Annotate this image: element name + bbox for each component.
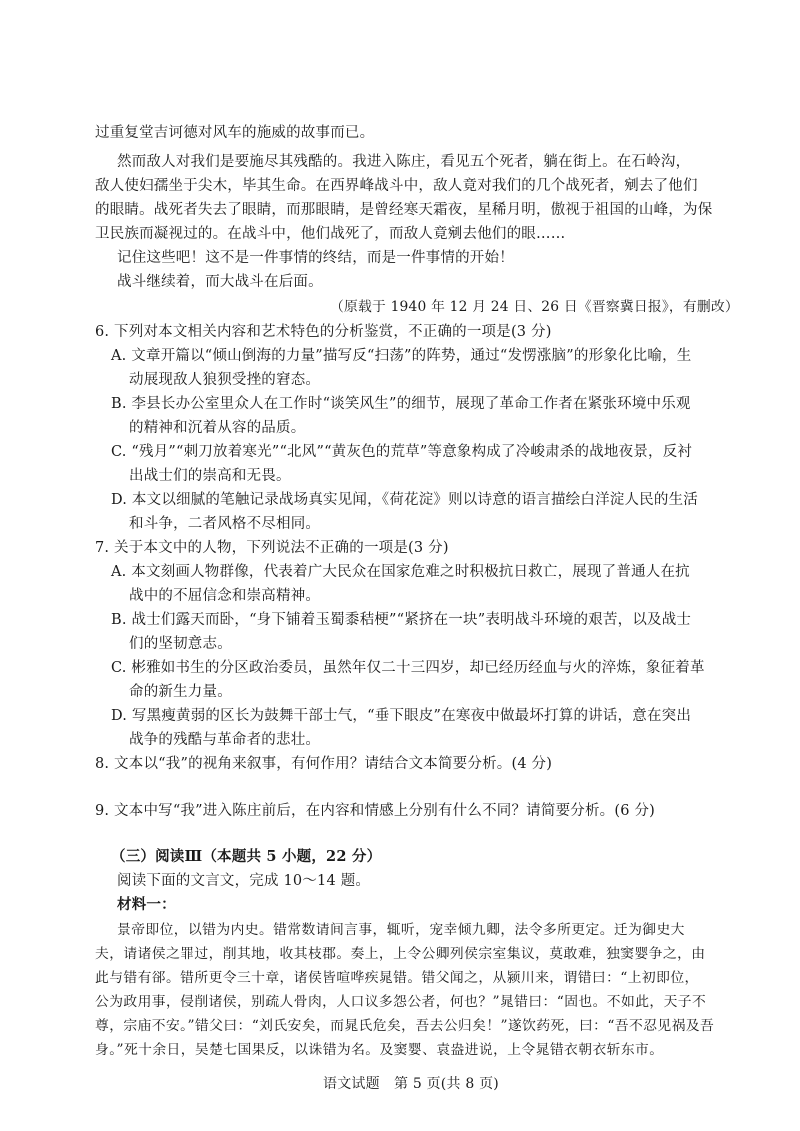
classical-text-line: 身。”死十余日，吴楚七国果反，以诛错为名。及窦婴、袁盎进说，上令晁错衣朝衣斩东市。 <box>95 1042 664 1058</box>
question-7-option-a: A. 本文刻画人物群像，代表着广大民众在国家危难之时积极抗日救亡，展现了普通人在抗 <box>111 564 690 580</box>
passage-line: 卫民族而凝视过的。在战斗中，他们战死了，而敌人竟剜去他们的眼…… <box>95 226 566 242</box>
question-7-stem: 7. 关于本文中的人物，下列说法不正确的一项是(3 分) <box>95 540 449 556</box>
question-6-stem: 6. 下列对本文相关内容和艺术特色的分析鉴赏，不正确的一项是(3 分) <box>95 324 552 340</box>
question-6-option-b: B. 李县长办公室里众人在工作时“谈笑风生”的细节，展现了革命工作者在紧张环境中乐观 <box>111 396 691 412</box>
section-instruction: 阅读下面的文言文，完成 10～14 题。 <box>117 873 371 889</box>
question-6-option-d-cont: 和斗争，二者风格不尽相同。 <box>129 516 321 532</box>
question-6-option-b-cont: 的精神和沉着从容的品质。 <box>129 420 306 436</box>
question-7-option-d-cont: 战争的残酷与革命者的悲壮。 <box>129 732 321 748</box>
question-6-option-c-cont: 出战士们的崇高和无畏。 <box>129 468 291 484</box>
question-8: 8. 文本以“我”的视角来叙事，有何作用？请结合文本简要分析。(4 分) <box>95 756 553 772</box>
question-6-option-a: A. 文章开篇以“倾山倒海的力量”描写反“扫荡”的阵势，通过“发愣涨脑”的形象化比喻，生 <box>111 348 692 364</box>
classical-text-line: 此与错有郤。错所更令三十章，诸侯皆喧哗疾晁错。错父闻之，从颍川来，谓错曰：“上初即位， <box>95 970 699 986</box>
source-note: （原载于 1940 年 12 月 24 日、26 日《晋察冀日报》，有删改） <box>330 299 739 315</box>
question-6-option-a-cont: 动展现敌人狼狈受挫的窘态。 <box>129 372 321 388</box>
page-footer: 语文试题 第 5 页(共 8 页) <box>323 1076 499 1092</box>
question-7-option-d: D. 写黑瘦黄弱的区长为鼓舞干部士气，“垂下眼皮”在寒夜中做最坏打算的讲话，意在突出 <box>111 708 692 724</box>
passage-line: 敌人使妇孺坐于尖木，毕其生命。在西界峰战斗中，敌人竟对我们的几个战死者，剜去了他们 <box>95 178 698 194</box>
question-6-option-d: D. 本文以细腻的笔触记录战场真实见闻，《荷花淀》则以诗意的语言描绘白洋淀人民的生活 <box>111 492 698 508</box>
question-7-option-c-cont: 命的新生力量。 <box>129 684 232 700</box>
section-heading: （三）阅读Ⅲ（本题共 5 小题，22 分） <box>111 848 382 865</box>
passage-line: 记住这些吧！这不是一件事情的终结，而是一件事情的开始！ <box>117 250 514 266</box>
classical-text-line: 景帝即位，以错为内史。错常数请间言事，辄听，宠幸倾九卿，法令多所更定。迁为御史大 <box>117 922 685 938</box>
passage-line: 战斗继续着，而大战斗在后面。 <box>117 274 323 290</box>
passage-line: 过重复堂吉诃德对风车的施威的故事而已。 <box>95 125 375 141</box>
passage-line: 的眼睛。战死者失去了眼睛，而那眼睛，是曾经寒天霜夜，星稀月明，傲视于祖国的山峰，为保 <box>95 202 713 218</box>
passage-line: 然而敌人对我们是要施尽其残酷的。我进入陈庄，看见五个死者，躺在街上。在石岭沟， <box>117 154 691 170</box>
question-7-option-b-cont: 们的坚韧意志。 <box>129 636 232 652</box>
question-7-option-a-cont: 战中的不屈信念和崇高精神。 <box>129 588 321 604</box>
classical-text-line: 夫，请诸侯之罪过，削其地，收其枝郡。奏上，上令公卿列侯宗室集议，莫敢难，独窦婴争之，由 <box>95 946 706 962</box>
classical-text-line: 尊，宗庙不安。”错父曰：“刘氏安矣，而晁氏危矣，吾去公归矣！”遂饮药死，曰：“吾不忍见祸及吾 <box>95 1018 715 1034</box>
question-6-option-c: C. “残月”“刺刀放着寒光”“北风”“黄灰色的荒草”等意象构成了冷峻肃杀的战地夜景，反衬 <box>111 444 693 460</box>
material-label: 材料一： <box>117 896 176 913</box>
question-9: 9. 文本中写“我”进入陈庄前后，在内容和情感上分别有什么不同？请简要分析。(6 分) <box>95 803 656 819</box>
question-7-option-c: C. 彬雅如书生的分区政治委员，虽然年仅二十三四岁，却已经历经血与火的淬炼，象征着革 <box>111 660 705 676</box>
classical-text-line: 公为政用事，侵削诸侯，别疏人骨肉，人口议多怨公者，何也？”晁错曰：“固也。不如此，天子不 <box>95 994 707 1010</box>
question-7-option-b: B. 战士们露天而卧，“身下铺着玉蜀黍秸梗”“紧挤在一块”表明战斗环境的艰苦，以及战士 <box>111 612 692 628</box>
